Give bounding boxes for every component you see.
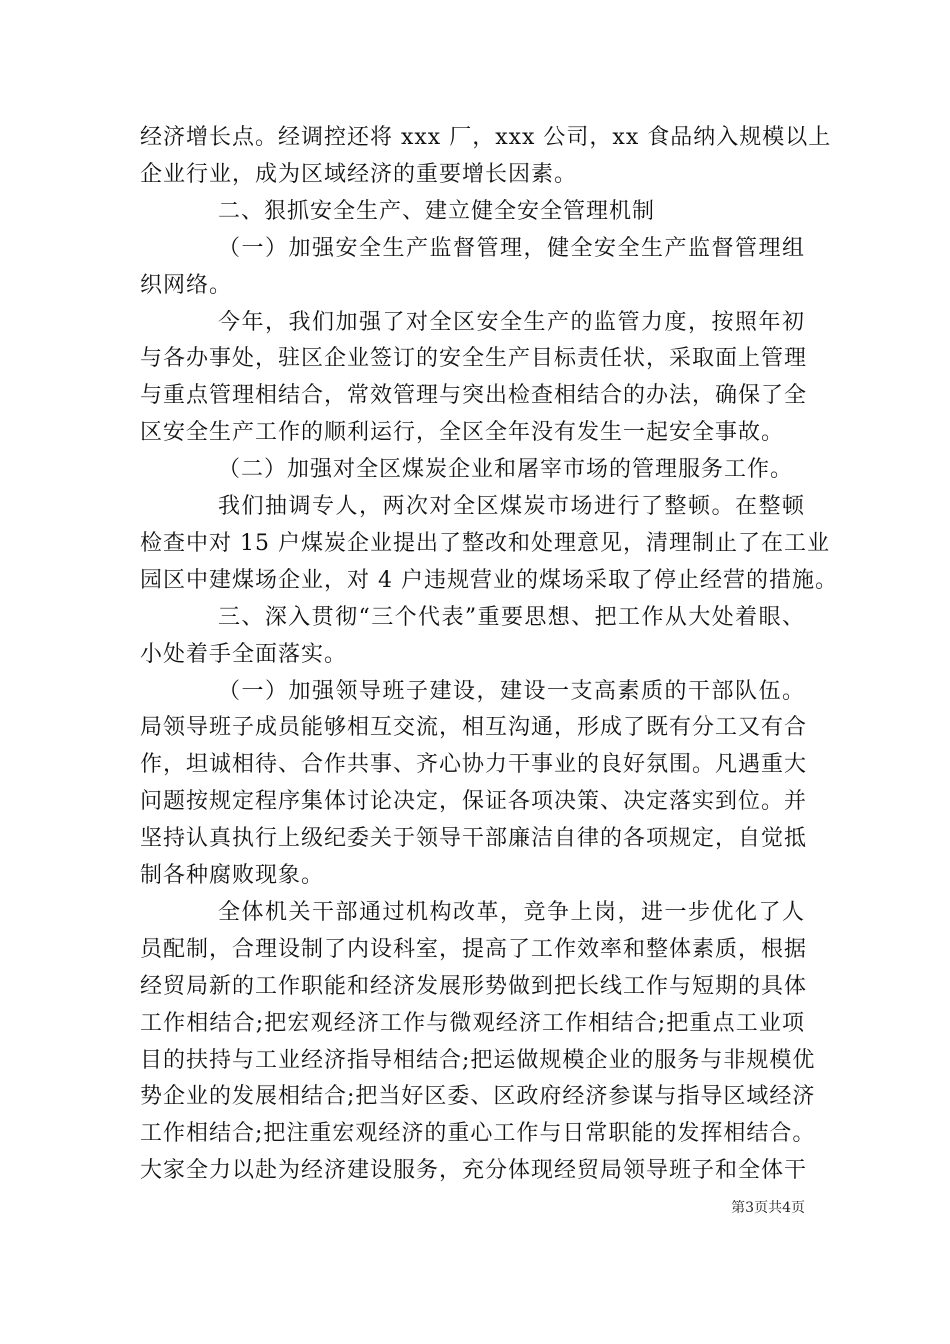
- paragraph-line: 全体机关干部通过机构改革，竞争上岗，进一步优化了人: [218, 899, 805, 925]
- paragraph-line: 作，坦诚相待、合作共事、齐心协力干事业的良好氛围。凡遇重大: [140, 752, 808, 778]
- paragraph-line: 经济增长点。经调控还将 xxx 厂，xxx 公司，xx 食品纳入规模以上: [140, 125, 832, 150]
- page-number: 第3页共4页: [731, 1200, 805, 1216]
- paragraph-line: 区安全生产工作的顺利运行，全区全年没有发生一起安全事故。: [140, 420, 785, 446]
- paragraph-line: 我们抽调专人，两次对全区煤炭市场进行了整顿。在整顿: [218, 494, 805, 519]
- paragraph-line: 二、狠抓安全生产、建立健全安全管理机制: [218, 198, 656, 224]
- paragraph-line: 园区中建煤场企业，对 4 户违规营业的煤场采取了停止经营的措施。: [140, 567, 838, 593]
- paragraph-line: 工作相结合;把宏观经济工作与微观经济工作相结合;把重点工业项: [140, 1010, 805, 1036]
- paragraph-line: 问题按规定程序集体讨论决定，保证各项决策、决定落实到位。并: [140, 789, 808, 815]
- paragraph-line: 小处着手全面落实。: [140, 641, 348, 667]
- paragraph-line: （二）加强对全区煤炭企业和屠宰市场的管理服务工作。: [218, 457, 794, 483]
- paragraph-line: 局领导班子成员能够相互交流，相互沟通，形成了既有分工又有合: [140, 715, 808, 741]
- paragraph-line: 大家全力以赴为经济建设服务，充分体现经贸局领导班子和全体干: [140, 1158, 808, 1184]
- paragraph-line: 工作相结合;把注重宏观经济的重心工作与日常职能的发挥相结合。: [140, 1121, 816, 1147]
- paragraph-line: 制各种腐败现象。: [140, 863, 325, 888]
- paragraph-line: 织网络。: [140, 272, 233, 298]
- paragraph-line: 企业行业，成为区域经济的重要增长因素。: [140, 161, 578, 187]
- paragraph-line: 与重点管理相结合，常效管理与突出检查相结合的办法，确保了全: [140, 383, 808, 409]
- paragraph-line: 员配制，合理设制了内设科室，提高了工作效率和整体素质，根据: [140, 936, 808, 962]
- paragraph-line: 与各办事处，驻区企业签订的安全生产目标责任状，采取面上管理: [140, 346, 808, 372]
- paragraph-line: （一）加强领导班子建设，建设一支高素质的干部队伍。: [218, 678, 805, 704]
- paragraph-line: 经贸局新的工作职能和经济发展形势做到把长线工作与短期的具体: [140, 973, 808, 999]
- paragraph-line: 检查中对 15 户煤炭企业提出了整改和处理意见，清理制止了在工业: [140, 530, 830, 556]
- paragraph-line: 今年，我们加强了对全区安全生产的监管力度，按照年初: [218, 309, 805, 335]
- paragraph-line: 三、深入贯彻“三个代表”重要思想、把工作从大处着眼、: [218, 604, 805, 630]
- paragraph-line: 势企业的发展相结合;把当好区委、区政府经济参谋与指导区域经济: [140, 1084, 816, 1110]
- paragraph-line: 坚持认真执行上级纪委关于领导干部廉洁自律的各项规定，自觉抵: [140, 826, 808, 852]
- paragraph-line: 目的扶持与工业经济指导相结合;把运做规模企业的服务与非规模优: [140, 1047, 816, 1073]
- paragraph-line: （一）加强安全生产监督管理，健全安全生产监督管理组: [218, 235, 805, 261]
